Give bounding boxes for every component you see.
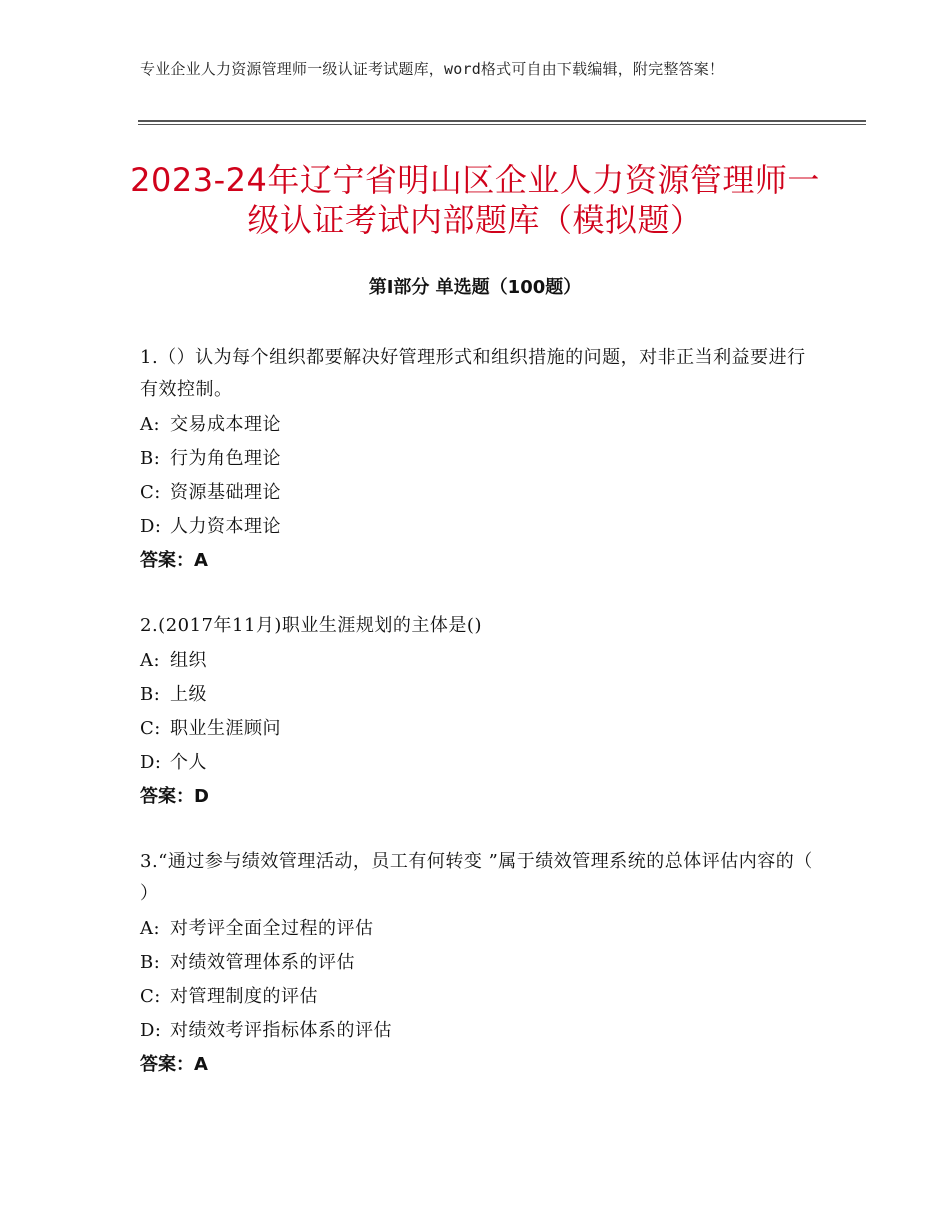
- option-d: [140, 1014, 820, 1048]
- question-list: [140, 342, 820, 1114]
- document-title: 2023-24年辽宁省明山区企业人力资源管理师一级认证考试内部题库（模拟题）: [130, 161, 820, 239]
- option-text: 上级: [170, 684, 207, 705]
- question-3: [140, 846, 820, 1082]
- question-stem: 1.（）认为每个组织都要解决好管理形式和组织措施的问题，对非正当利益要进行有效控制。: [140, 347, 806, 400]
- header-divider: [138, 120, 866, 125]
- option-a: [140, 912, 820, 946]
- option-text: 对绩效考评指标体系的评估: [170, 1020, 392, 1041]
- option-key: A:: [140, 650, 161, 671]
- option-text: 对绩效管理体系的评估: [170, 952, 355, 973]
- option-key: C:: [140, 718, 161, 739]
- section-title: 第Ⅰ部分 单选题（100题）: [368, 277, 582, 298]
- option-b: [140, 946, 820, 980]
- option-c: [140, 980, 820, 1014]
- option-key: D:: [140, 516, 162, 537]
- option-d: [140, 510, 820, 544]
- option-text: 对考评全面全过程的评估: [170, 918, 374, 939]
- option-key: C:: [140, 986, 161, 1007]
- answer: 答案：A: [140, 550, 208, 571]
- question-1: [140, 342, 820, 578]
- option-b: [140, 442, 820, 476]
- question-stem: 3.“通过参与绩效管理活动，员工有何转变 ”属于绩效管理系统的总体评估内容的（ ）: [140, 851, 813, 904]
- question-2: [140, 610, 820, 814]
- option-key: A:: [140, 918, 161, 939]
- option-key: B:: [140, 448, 161, 469]
- option-d: [140, 746, 820, 780]
- option-key: D:: [140, 752, 162, 773]
- option-text: 对管理制度的评估: [170, 986, 318, 1007]
- option-b: [140, 678, 820, 712]
- option-text: 交易成本理论: [170, 414, 281, 435]
- option-text: 资源基础理论: [170, 482, 281, 503]
- option-c: [140, 712, 820, 746]
- option-text: 职业生涯顾问: [170, 718, 281, 739]
- answer: 答案：D: [140, 786, 209, 807]
- option-key: D:: [140, 1020, 162, 1041]
- option-key: B:: [140, 952, 161, 973]
- option-text: 行为角色理论: [170, 448, 281, 469]
- option-text: 个人: [170, 752, 207, 773]
- option-text: 人力资本理论: [170, 516, 281, 537]
- option-text: 组织: [170, 650, 207, 671]
- option-a: [140, 408, 820, 442]
- option-c: [140, 476, 820, 510]
- answer: 答案：A: [140, 1054, 208, 1075]
- option-key: C:: [140, 482, 161, 503]
- question-stem: 2.(2017年11月)职业生涯规划的主体是(): [140, 615, 482, 636]
- option-key: A:: [140, 414, 161, 435]
- option-key: B:: [140, 684, 161, 705]
- option-a: [140, 644, 820, 678]
- header-note: 专业企业人力资源管理师一级认证考试题库，word格式可自由下载编辑，附完整答案！: [140, 60, 725, 78]
